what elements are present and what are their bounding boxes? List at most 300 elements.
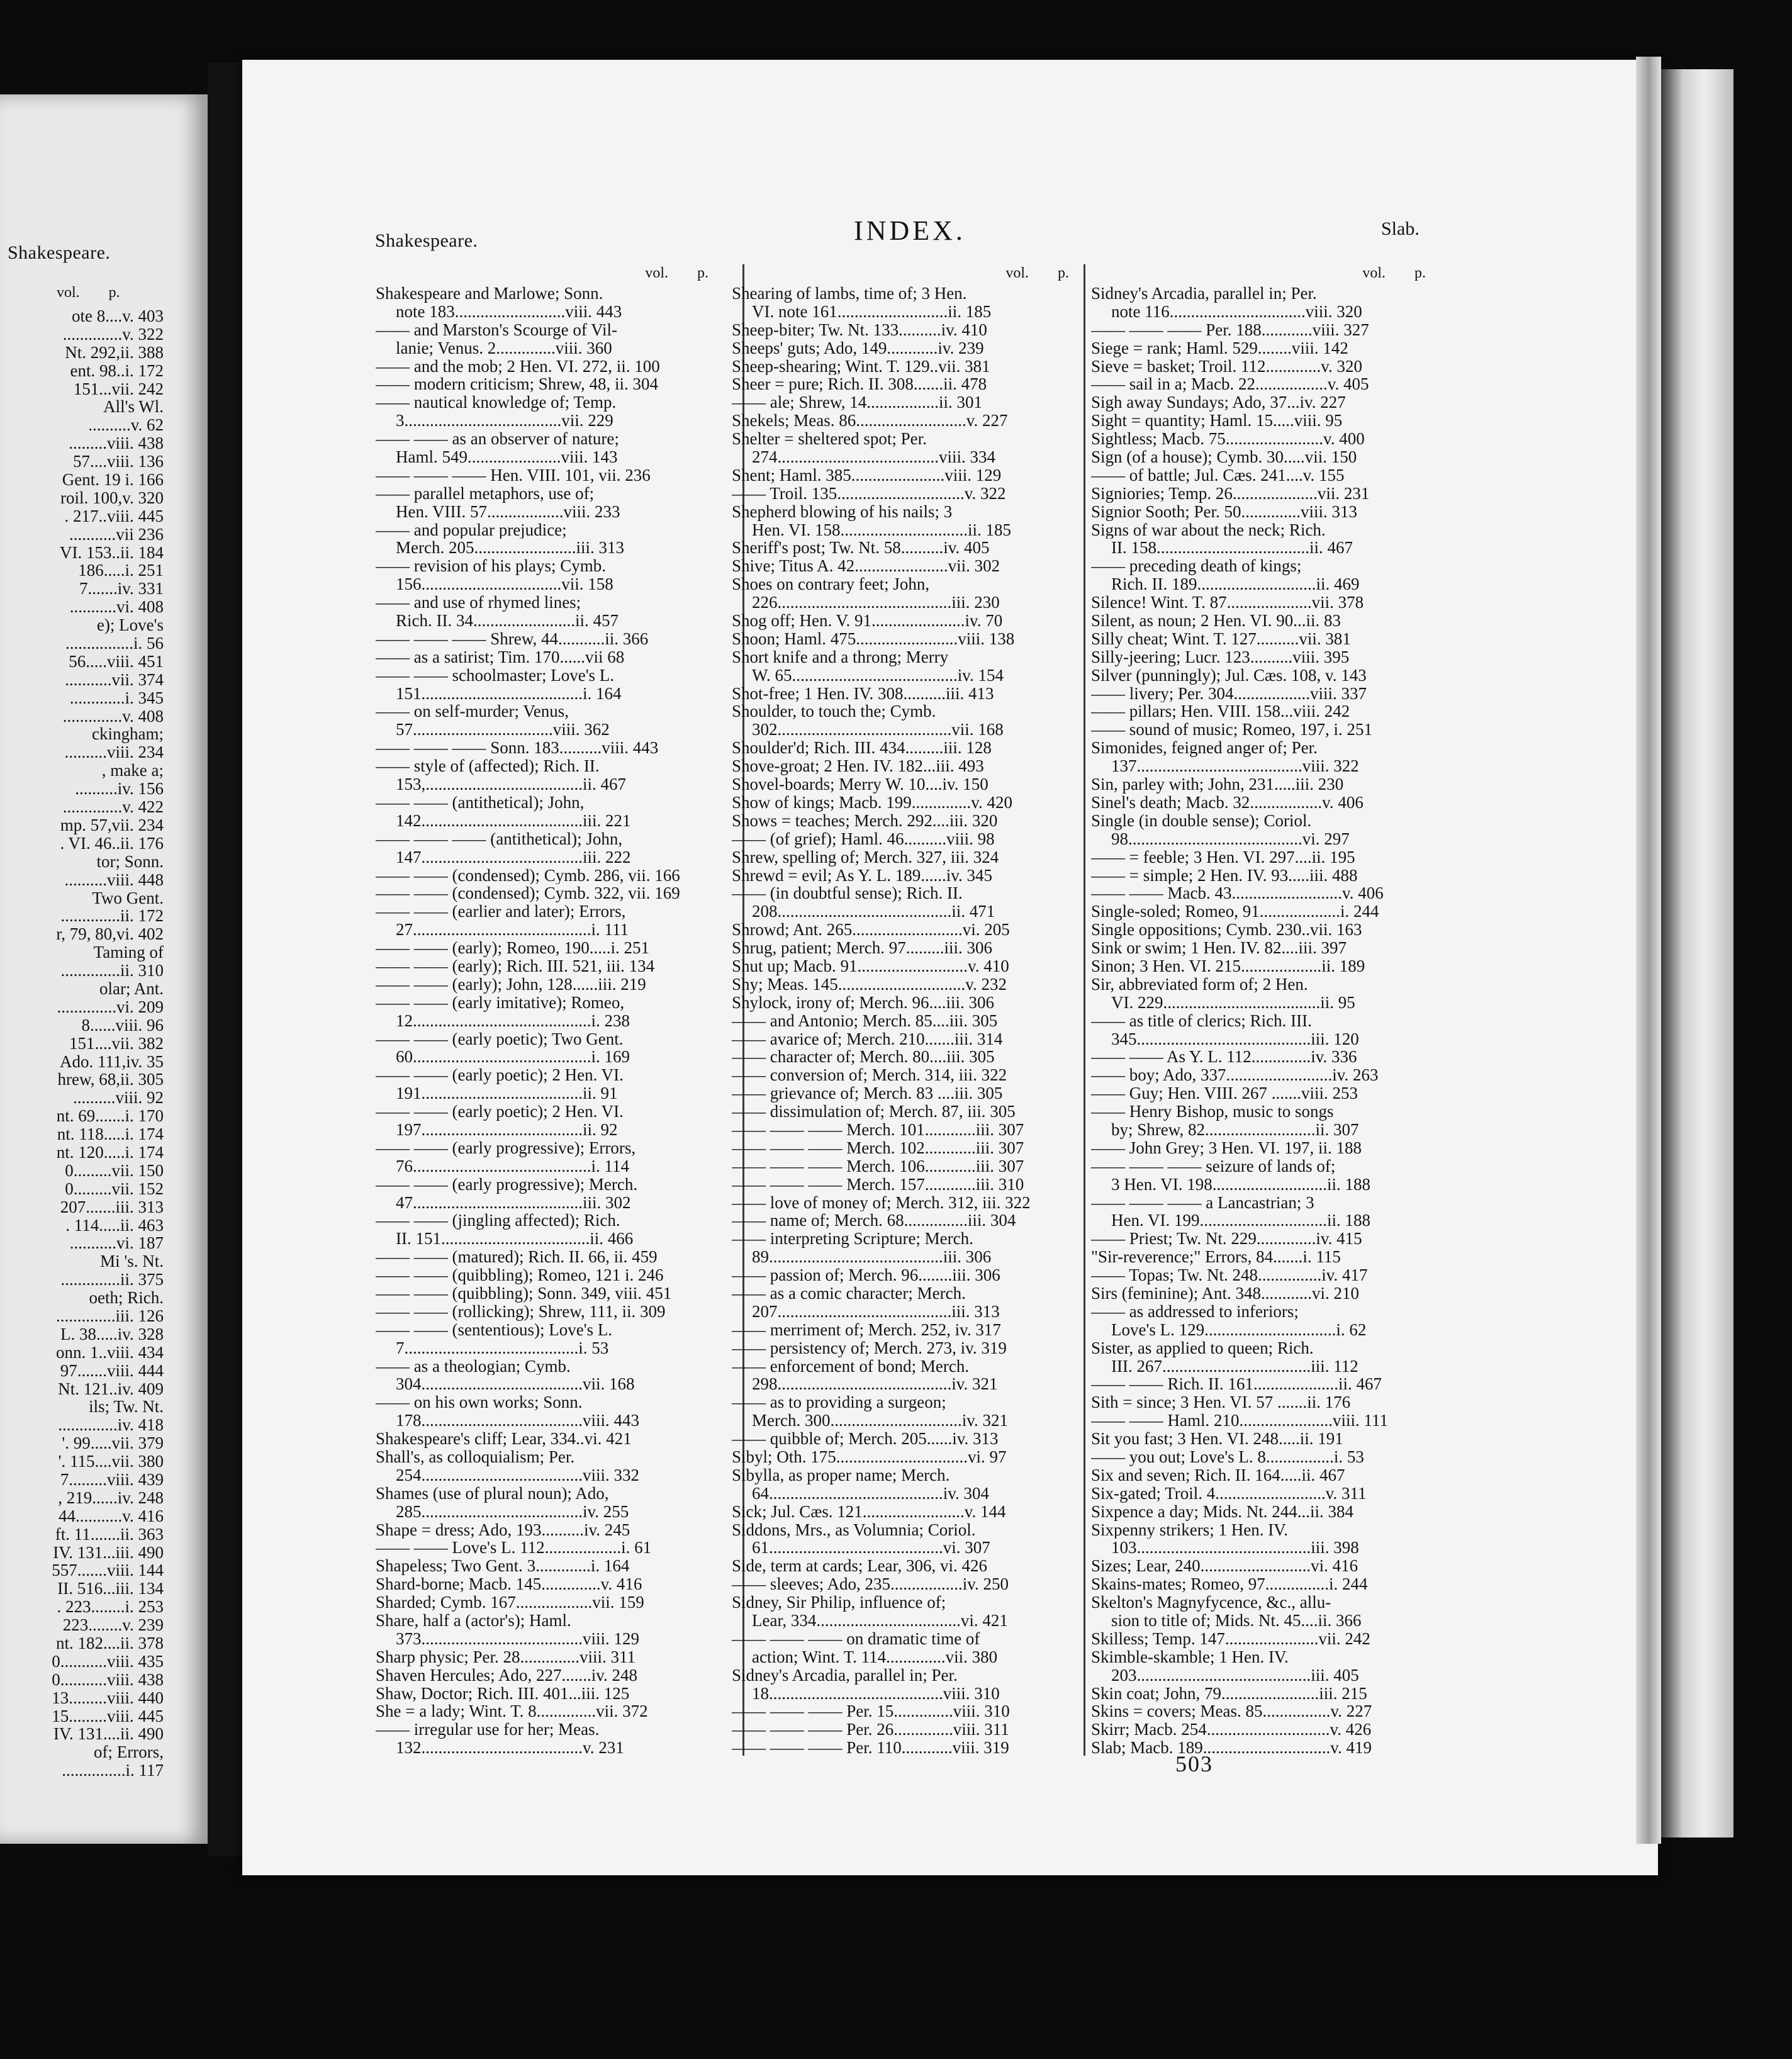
index-entry-line: II. 158....................................ii. 467: [1111, 539, 1353, 558]
index-entry-line: Share, half a (actor's); Haml.: [376, 1612, 571, 1630]
facing-page-entry-line: '. 99.....vii. 379: [62, 1434, 164, 1453]
index-entry-line: Merch. 300...............................iv. 321: [752, 1411, 1008, 1430]
index-entry-line: —— —— —— Merch. 106............iii. 307: [732, 1157, 1024, 1175]
facing-page-entry-line: 13.........viii. 440: [52, 1688, 164, 1707]
index-entry-line: —— —— —— Merch. 101............iii. 307: [732, 1120, 1024, 1139]
index-entry-line: —— Topas; Tw. Nt. 248...............iv. 417: [1091, 1266, 1368, 1284]
index-entry-line: —— conversion of; Merch. 314, iii. 322: [732, 1066, 1007, 1085]
index-entry-line: Silver (punningly); Jul. Cæs. 108, v. 143: [1091, 666, 1367, 685]
facing-page-entry-line: hrew, 68,ii. 305: [57, 1070, 164, 1089]
index-entry-line: 18.........................................viii. 310: [752, 1684, 1000, 1703]
facing-page-entry-line: 7.......iv. 331: [79, 580, 164, 598]
index-entry-line: Skelton's Magnyfycence, &c., allu-: [1091, 1593, 1331, 1612]
index-entry-line: Shaven Hercules; Ado, 227.......iv. 248: [376, 1666, 637, 1685]
facing-page-entry-line: nt. 120.....i. 174: [56, 1143, 164, 1162]
facing-page-entry-line: ..............ii. 172: [60, 907, 164, 926]
index-entry-line: Hen. VI. 199..............................ii. 188: [1111, 1211, 1370, 1230]
index-entry-line: Sheep-biter; Tw. Nt. 133..........iv. 410: [732, 320, 987, 339]
index-entry-line: —— and use of rhymed lines;: [376, 593, 581, 612]
index-entry-line: Shoulder, to touch the; Cymb.: [732, 702, 936, 721]
index-entry-line: —— as to providing a surgeon;: [732, 1393, 946, 1412]
index-entry-line: Shive; Titus A. 42......................vii. 302: [732, 557, 1000, 576]
index-entry-line: —— name of; Merch. 68...............iii. 304: [732, 1211, 1016, 1230]
facing-page-entry-line: nt. 182....ii. 378: [55, 1634, 164, 1652]
facing-page-entry-line: 15.........viii. 445: [52, 1707, 164, 1725]
index-entry-line: —— style of (affected); Rich. II.: [376, 757, 600, 776]
index-entry-line: Sidney's Arcadia, parallel in; Per.: [1091, 284, 1317, 303]
facing-page-entry-line: Nt. 292,ii. 388: [65, 343, 164, 362]
index-entry-line: Shape = dress; Ado, 193..........iv. 245: [376, 1520, 630, 1539]
page-number: 503: [1175, 1751, 1213, 1776]
index-entry-line: —— character of; Merch. 80....iii. 305: [732, 1048, 995, 1067]
index-entry-line: Sightless; Macb. 75.......................v. 400: [1091, 430, 1365, 449]
index-entry-line: —— Henry Bishop, music to songs: [1091, 1102, 1334, 1121]
facing-page-entry-line: 151....vii. 382: [69, 1034, 164, 1053]
index-entry-line: —— as a comic character; Merch.: [732, 1284, 966, 1303]
column-head: vol. p.: [1362, 265, 1426, 281]
facing-page-entry-line: ent. 98..i. 172: [70, 361, 164, 380]
index-entry-line: —— —— (early poetic); Two Gent.: [376, 1030, 624, 1048]
index-entry-line: 137.......................................viii. 322: [1111, 757, 1359, 776]
page-edge: [1636, 57, 1661, 1844]
index-entry-line: W. 65.......................................iv. 154: [752, 666, 1004, 685]
index-entry-line: —— —— —— Merch. 102............iii. 307: [732, 1138, 1024, 1157]
index-entry-line: —— love of money of; Merch. 312, iii. 322: [732, 1193, 1031, 1212]
index-entry-line: 3 Hen. VI. 198...........................ii. 188: [1111, 1175, 1370, 1194]
facing-page-entry-line: , make a;: [101, 761, 164, 780]
index-entry-line: Hen. VIII. 57..................viii. 233: [396, 502, 620, 521]
index-entry-line: Shy; Meas. 145..............................v. 232: [732, 975, 1007, 994]
running-head-title: INDEX.: [854, 215, 966, 246]
index-entry-line: —— passion of; Merch. 96........iii. 306: [732, 1266, 1000, 1284]
index-entry-line: Sit you fast; 3 Hen. VI. 248.....ii. 191: [1091, 1430, 1343, 1448]
index-entry-line: Sinel's death; Macb. 32.................v. 406: [1091, 793, 1364, 812]
index-entry-line: Shoulder'd; Rich. III. 434.........iii. 128: [732, 739, 992, 758]
index-entry-line: Skains-mates; Romeo, 97...............i. 244: [1091, 1575, 1368, 1594]
index-entry-line: —— —— (jingling affected); Rich.: [376, 1211, 620, 1230]
facing-page-entry-line: ..........viii. 92: [72, 1089, 164, 1108]
index-entry-line: Skirr; Macb. 254.............................v. 426: [1091, 1720, 1372, 1739]
index-entry-line: —— —— (early imitative); Romeo,: [376, 993, 625, 1012]
index-entry-line: —— —— (rollicking); Shrew, 111, ii. 309: [376, 1302, 666, 1321]
index-entry-line: Love's L. 129...............................i. 62: [1111, 1320, 1367, 1339]
index-entry-line: —— (of grief); Haml. 46..........viii. 98: [732, 829, 995, 848]
index-entry-line: Sign (of a house); Cymb. 30.....vii. 150: [1091, 448, 1357, 466]
index-entry-line: Siege = rank; Haml. 529........viii. 142: [1091, 339, 1348, 357]
index-entry-line: Sick; Jul. Cæs. 121........................v. 144: [732, 1502, 1006, 1521]
index-entry-line: Sidney's Arcadia, parallel in; Per.: [732, 1666, 958, 1685]
index-entry-line: Shepherd blowing of his nails; 3: [732, 502, 953, 521]
index-entry-line: —— livery; Per. 304..................viii. 337: [1091, 684, 1367, 703]
index-entry-line: —— and Marston's Scourge of Vil-: [376, 320, 617, 339]
index-entry-line: 142......................................iii. 221: [396, 811, 631, 830]
index-entry-line: 60..........................................i. 169: [396, 1048, 630, 1067]
index-entry-line: VI. note 161..........................ii. 185: [752, 302, 992, 321]
index-entry-line: 76..........................................i. 114: [396, 1157, 629, 1175]
facing-page-entry-line: . 217..viii. 445: [64, 507, 164, 525]
index-entry-line: —— avarice of; Merch. 210.......iii. 314: [732, 1030, 1003, 1048]
facing-page-entry-line: ckingham;: [92, 725, 164, 744]
index-entry-line: Shakespeare's cliff; Lear, 334..vi. 421: [376, 1430, 632, 1448]
index-entry-line: Haml. 549......................viii. 143: [396, 448, 618, 466]
index-entry-line: —— —— (matured); Rich. II. 66, ii. 459: [376, 1248, 658, 1267]
index-entry-line: —— = feeble; 3 Hen. VI. 297....ii. 195: [1091, 848, 1355, 867]
index-entry-line: 197......................................ii. 92: [396, 1120, 618, 1139]
index-entry-line: —— —— as an observer of nature;: [376, 430, 619, 449]
index-entry-line: —— enforcement of bond; Merch.: [732, 1357, 970, 1376]
index-entry-line: Siddons, Mrs., as Volumnia; Coriol.: [732, 1520, 976, 1539]
facing-page-entry-line: roil. 100,v. 320: [60, 488, 164, 507]
index-entry-line: —— —— Love's L. 112..................i. 61: [376, 1539, 652, 1557]
index-entry-line: Sheriff's post; Tw. Nt. 58..........iv. 405: [732, 539, 990, 558]
index-entry-line: Shrewd = evil; As Y. L. 189......iv. 345: [732, 866, 992, 885]
facing-page-entry-line: IV. 131...iii. 490: [53, 1543, 164, 1562]
index-entry-line: VI. 229.....................................ii. 95: [1111, 993, 1355, 1012]
index-entry-line: —— —— —— Per. 15..............viii. 310: [732, 1702, 1010, 1721]
index-entry-line: Shovel-boards; Merry W. 10....iv. 150: [732, 775, 988, 794]
index-entry-line: 12..........................................i. 238: [396, 1011, 630, 1030]
facing-page-entry-line: ...........vii. 374: [65, 670, 164, 689]
index-entry-line: —— —— —— a Lancastrian; 3: [1091, 1193, 1314, 1212]
index-entry-line: Sheep-shearing; Wint. T. 129..vii. 381: [732, 357, 990, 376]
index-entry-line: —— dissimulation of; Merch. 87, iii. 305: [732, 1102, 1016, 1121]
facing-page-entry-line: Nt. 121..iv. 409: [58, 1379, 164, 1398]
index-entry-line: 61.........................................vi. 307: [752, 1539, 990, 1557]
index-entry-line: —— —— Haml. 210......................viii. 111: [1091, 1411, 1388, 1430]
index-entry-line: —— grievance of; Merch. 83 ....iii. 305: [732, 1084, 1003, 1103]
index-entry-line: Shall's, as colloquialism; Per.: [376, 1448, 575, 1466]
index-entry-line: Sight = quantity; Haml. 15.....viii. 95: [1091, 412, 1343, 430]
facing-page: [0, 94, 208, 1844]
facing-page-entry-line: olar; Ant.: [99, 979, 164, 998]
facing-page-entry-line: ..............vi. 209: [57, 997, 164, 1016]
index-entry-line: Shekels; Meas. 86..........................v. 227: [732, 412, 1008, 430]
index-entry-line: Sheeps' guts; Ado, 149............iv. 239: [732, 339, 984, 357]
index-entry-line: Sister, as applied to queen; Rich.: [1091, 1338, 1314, 1357]
index-entry-line: —— Troil. 135..............................v. 322: [732, 484, 1006, 503]
facing-page-entry-line: ..........viii. 448: [64, 870, 164, 889]
index-entry-line: —— —— schoolmaster; Love's L.: [376, 666, 615, 685]
facing-page-entries: [0, 307, 164, 1780]
index-column-3: [1091, 264, 1430, 1757]
index-entry-line: —— —— (earlier and later); Errors,: [376, 902, 626, 921]
facing-page-entry-line: .............i. 345: [69, 688, 164, 707]
facing-page-entry-line: II. 516...iii. 134: [57, 1579, 164, 1598]
index-entry-line: 3.....................................vii. 229: [396, 412, 613, 430]
index-entry-line: Hen. VI. 158..............................ii. 185: [752, 520, 1011, 539]
index-entry-line: Sieve = basket; Troil. 112.............v. 320: [1091, 357, 1362, 376]
facing-page-entry-line: ...............i. 117: [62, 1761, 164, 1780]
index-entry-line: —— as addressed to inferiors;: [1091, 1302, 1299, 1321]
index-entry-line: Shoes on contrary feet; John,: [732, 575, 930, 594]
facing-page-entry-line: ..........iv. 156: [75, 780, 164, 799]
book-fore-edge: [1661, 69, 1733, 1837]
index-entry-line: Shrowd; Ant. 265..........................vi. 205: [732, 921, 1010, 940]
facing-page-entry-line: . 114.....ii. 463: [65, 1216, 164, 1235]
facing-page-running-head: Shakespeare.: [8, 242, 111, 263]
facing-page-entry-line: e); Love's: [96, 616, 164, 635]
index-entry-line: —— preceding death of kings;: [1091, 557, 1302, 576]
index-entry-line: 57.................................viii. 362: [396, 721, 610, 739]
index-entry-line: —— sleeves; Ado, 235.................iv. 250: [732, 1575, 1009, 1594]
index-entry-line: 345.........................................iii. 120: [1111, 1030, 1359, 1048]
index-entry-line: —— of battle; Jul. Cæs. 241....v. 155: [1091, 466, 1345, 485]
index-entry-line: —— and the mob; 2 Hen. VI. 272, ii. 100: [376, 357, 660, 376]
index-entry-line: Lear, 334..................................vi. 421: [752, 1612, 1008, 1630]
facing-page-entry-line: of; Errors,: [94, 1743, 164, 1762]
facing-page-entry-line: 223........v. 239: [62, 1616, 164, 1635]
index-entry-line: Rich. II. 189............................ii. 469: [1111, 575, 1360, 594]
facing-page-entry-line: ...........vii 236: [69, 525, 164, 544]
index-entry-line: 27..........................................i. 111: [396, 921, 629, 940]
facing-page-entry-line: ote 8....v. 403: [72, 307, 164, 325]
index-entry-line: Single-soled; Romeo, 91...................i. 244: [1091, 902, 1379, 921]
index-entry-line: 98.........................................vi. 297: [1111, 829, 1350, 848]
index-entry-line: note 183..........................viii. 443: [396, 302, 622, 321]
facing-page-entry-line: nt. 69.......i. 170: [56, 1107, 164, 1126]
index-entry-line: Shoon; Haml. 475........................viii. 138: [732, 629, 1015, 648]
index-entry-line: action; Wint. T. 114..............vii. 380: [752, 1647, 998, 1666]
index-entry-line: —— —— (sententious); Love's L.: [376, 1320, 613, 1339]
index-entry-line: 274......................................viii. 334: [752, 448, 996, 466]
facing-page-entry-line: onn. 1..viii. 434: [55, 1343, 164, 1362]
facing-page-entry-line: L. 38.....iv. 328: [60, 1325, 164, 1344]
index-entry-line: —— —— —— Merch. 157............iii. 310: [732, 1175, 1024, 1194]
index-entry-line: 254......................................viii. 332: [396, 1466, 640, 1484]
index-entry-line: —— quibble of; Merch. 205......iv. 313: [732, 1430, 999, 1448]
index-entry-line: Silent, as noun; 2 Hen. VI. 90...ii. 83: [1091, 612, 1341, 630]
running-head-first-word: Shakespeare.: [375, 230, 478, 251]
index-entry-line: Shove-groat; 2 Hen. IV. 182...iii. 493: [732, 757, 984, 776]
index-entry-line: —— —— (quibbling); Romeo, 121 i. 246: [376, 1266, 664, 1284]
index-entry-line: 203.........................................iii. 405: [1111, 1666, 1359, 1685]
facing-page-entry-line: 0...........viii. 438: [52, 1670, 164, 1689]
facing-page-entry-line: Mi 's. Nt.: [100, 1252, 164, 1271]
facing-page-entry-line: ..............ii. 310: [60, 962, 164, 980]
index-entry-line: Shot-free; 1 Hen. IV. 308..........iii. 413: [732, 684, 994, 703]
index-entry-line: —— and popular prejudice;: [376, 520, 567, 539]
column-head: vol. p.: [645, 265, 708, 281]
facing-page-entry-line: 0.........vii. 150: [65, 1161, 164, 1180]
index-entry-line: —— pillars; Hen. VIII. 158...viii. 242: [1091, 702, 1350, 721]
index-entry-line: —— boy; Ado, 337.........................iv. 263: [1091, 1066, 1379, 1085]
index-entry-line: —— sound of music; Romeo, 197, i. 251: [1091, 721, 1372, 739]
facing-page-entry-line: mp. 57,vii. 234: [60, 816, 164, 834]
index-entry-line: Sixpence a day; Mids. Nt. 244...ii. 384: [1091, 1502, 1353, 1521]
index-entry-line: —— revision of his plays; Cymb.: [376, 557, 606, 576]
facing-page-entry-line: nt. 118.....i. 174: [57, 1125, 164, 1143]
index-entry-line: —— —— (early); John, 128......iii. 219: [376, 975, 646, 994]
index-entry-line: —— Guy; Hen. VIII. 267 .......viii. 253: [1091, 1084, 1358, 1103]
index-entry-line: by; Shrew, 82..........................ii. 307: [1111, 1120, 1359, 1139]
index-entry-line: Shrew, spelling of; Merch. 327, iii. 324: [732, 848, 999, 867]
index-entry-line: 304......................................vii. 168: [396, 1375, 635, 1394]
index-entry-line: 7.........................................i. 53: [396, 1338, 609, 1357]
index-entry-line: III. 267...................................iii. 112: [1111, 1357, 1358, 1376]
index-entry-line: —— —— (early poetic); 2 Hen. VI.: [376, 1066, 624, 1085]
index-entry-line: —— you out; Love's L. 8................i. 53: [1091, 1448, 1364, 1466]
index-entry-line: Sirs (feminine); Ant. 348............vi. 210: [1091, 1284, 1359, 1303]
facing-page-entry-line: 7.........viii. 439: [60, 1471, 164, 1489]
facing-page-entry-line: ..............iii. 126: [55, 1306, 164, 1325]
index-entry-line: Sibylla, as proper name; Merch.: [732, 1466, 950, 1484]
index-entry-line: —— and Antonio; Merch. 85....iii. 305: [732, 1011, 998, 1030]
facing-page-entry-line: oeth; Rich.: [89, 1289, 164, 1307]
index-entry-line: Shylock, irony of; Merch. 96....iii. 306: [732, 993, 994, 1012]
facing-page-entry-line: Gent. 19 i. 166: [62, 471, 164, 489]
facing-page-entry-line: r, 79, 80,vi. 402: [56, 925, 164, 944]
facing-page-entry-line: ..............iv. 418: [58, 1416, 164, 1435]
facing-page-entry-line: Ado. 111,iv. 35: [60, 1052, 164, 1071]
index-entry-line: 178......................................viii. 443: [396, 1411, 640, 1430]
index-entry-line: —— —— —— (antithetical); John,: [376, 829, 623, 848]
index-entry-line: —— as a satirist; Tim. 170......vii 68: [376, 648, 625, 666]
facing-page-entry-line: 57....viii. 136: [72, 452, 164, 471]
facing-page-entry-line: 97.......viii. 444: [60, 1361, 164, 1380]
index-entry-line: 207.........................................iii. 313: [752, 1302, 1000, 1321]
index-entry-line: 373......................................viii. 129: [396, 1629, 640, 1648]
facing-page-entry-line: 0...........viii. 435: [52, 1652, 164, 1671]
index-entry-line: —— nautical knowledge of; Temp.: [376, 393, 617, 412]
index-entry-line: —— —— —— Per. 26..............viii. 311: [732, 1720, 1009, 1739]
index-entry-line: Sizes; Lear, 240..........................vi. 416: [1091, 1557, 1358, 1576]
facing-page-entry-line: ..............v. 322: [62, 325, 164, 344]
index-entry-line: Silence! Wint. T. 87....................vii. 378: [1091, 593, 1364, 612]
index-entry-line: —— on self-murder; Venus,: [376, 702, 569, 721]
index-entry-line: —— —— —— Shrew, 44...........ii. 366: [376, 629, 649, 648]
facing-page-entry-line: '. 115....vii. 380: [58, 1452, 164, 1471]
index-entry-line: Rich. II. 34........................ii. 457: [396, 612, 619, 630]
index-entry-line: Shaw, Doctor; Rich. III. 401...iii. 125: [376, 1684, 630, 1703]
index-entry-line: —— —— Rich. II. 161....................ii. 467: [1091, 1375, 1382, 1394]
index-entry-line: 285......................................iv. 255: [396, 1502, 629, 1521]
index-entry-line: Sheer = pure; Rich. II. 308.......ii. 478: [732, 375, 987, 394]
index-entry-line: 132......................................v. 231: [396, 1739, 624, 1758]
facing-page-entry-line: ..........v. 62: [88, 416, 164, 435]
facing-page-entry-line: ..............ii. 375: [60, 1271, 164, 1289]
index-entry-line: —— —— (early poetic); 2 Hen. VI.: [376, 1102, 624, 1121]
facing-page-entry-line: 0.........vii. 152: [65, 1179, 164, 1198]
facing-page-entry-line: Taming of: [93, 943, 164, 962]
index-entry-line: lanie; Venus. 2..............viii. 360: [396, 339, 612, 357]
index-entry-line: —— merriment of; Merch. 252, iv. 317: [732, 1320, 1001, 1339]
facing-page-entry-line: VI. 153..ii. 184: [60, 543, 164, 562]
index-entry-line: Skin coat; John, 79.......................iii. 215: [1091, 1684, 1367, 1703]
index-entry-line: Signiories; Temp. 26....................vii. 231: [1091, 484, 1370, 503]
index-entry-line: Short knife and a throng; Merry: [732, 648, 949, 666]
facing-page-column-head: vol. p.: [57, 284, 120, 301]
facing-page-entry-line: ft. 11.......ii. 363: [55, 1525, 164, 1544]
index-entry-line: Show of kings; Macb. 199..............v. 420: [732, 793, 1012, 812]
index-entry-line: Shent; Haml. 385......................viii. 129: [732, 466, 1002, 485]
index-entry-line: —— —— —— Per. 110............viii. 319: [732, 1739, 1009, 1758]
facing-page-entry-line: 8......viii. 96: [81, 1016, 164, 1035]
facing-page-entry-line: IV. 131....ii. 490: [53, 1725, 164, 1744]
index-entry-line: Sixpenny strikers; 1 Hen. IV.: [1091, 1520, 1288, 1539]
index-entry-line: —— —— (condensed); Cymb. 322, vii. 169: [376, 884, 680, 903]
index-entry-line: 156.................................vii. 158: [396, 575, 613, 594]
facing-page-entry-line: 44...........v. 416: [59, 1506, 164, 1525]
index-entry-line: Shearing of lambs, time of; 3 Hen.: [732, 284, 967, 303]
index-entry-line: Six-gated; Troil. 4..........................v. 311: [1091, 1484, 1367, 1503]
index-entry-line: Signior Sooth; Per. 50..............viii. 313: [1091, 502, 1358, 521]
index-entry-line: —— (in doubtful sense); Rich. II.: [732, 884, 963, 903]
index-entry-line: —— as title of clerics; Rich. III.: [1091, 1011, 1312, 1030]
index-entry-line: 151......................................i. 164: [396, 684, 622, 703]
running-head-last-word: Slab.: [1381, 218, 1420, 239]
index-entry-line: Merch. 205........................iii. 313: [396, 539, 624, 558]
index-entry-line: II. 151...................................ii. 466: [396, 1230, 634, 1248]
facing-page-entry-line: 557.......viii. 144: [52, 1561, 164, 1580]
facing-page-entry-line: 56.....viii. 451: [69, 652, 164, 671]
index-entry-line: sion to title of; Mids. Nt. 45....ii. 366: [1111, 1612, 1362, 1630]
index-entry-line: —— —— (quibbling); Sonn. 349, viii. 451: [376, 1284, 672, 1303]
index-entry-line: Sinon; 3 Hen. VI. 215...................ii. 189: [1091, 957, 1365, 975]
facing-page-entry-line: 207.......iii. 313: [60, 1198, 164, 1216]
index-entry-line: 147......................................iii. 222: [396, 848, 631, 867]
index-entry-line: Sidney, Sir Philip, influence of;: [732, 1593, 946, 1612]
index-entry-line: —— parallel metaphors, use of;: [376, 484, 595, 503]
facing-page-entry-line: ..............v. 422: [62, 798, 164, 816]
index-entry-line: —— modern criticism; Shrew, 48, ii. 304: [376, 375, 658, 394]
facing-page-entry-line: . VI. 46..ii. 176: [60, 834, 164, 853]
index-entry-line: —— irregular use for her; Meas.: [376, 1720, 600, 1739]
index-entry-line: —— sail in a; Macb. 22.................v. 405: [1091, 375, 1369, 394]
index-entry-line: —— ale; Shrew, 14.................ii. 301: [732, 393, 982, 412]
facing-page-entry-line: .........viii. 438: [69, 434, 164, 453]
index-entry-line: Skilless; Temp. 147......................vii. 242: [1091, 1629, 1370, 1648]
index-entry-line: —— —— —— Sonn. 183..........viii. 443: [376, 739, 659, 758]
facing-page-entry-line: All's Wl.: [103, 398, 164, 417]
facing-page-entry-line: ..........viii. 234: [64, 743, 164, 762]
index-entry-line: Shrug, patient; Merch. 97.........iii. 306: [732, 939, 992, 957]
index-entry-line: Sir, abbreviated form of; 2 Hen.: [1091, 975, 1308, 994]
index-entry-line: Skins = covers; Meas. 85................v. 227: [1091, 1702, 1372, 1721]
index-column-1: [376, 264, 712, 1757]
index-entry-line: 191......................................ii. 91: [396, 1084, 618, 1103]
index-entry-line: note 116................................viii. 320: [1111, 302, 1362, 321]
index-entry-line: 302.........................................vii. 168: [752, 721, 1004, 739]
index-entry-line: Sin, parley with; John, 231.....iii. 230: [1091, 775, 1344, 794]
facing-page-entry-line: Two Gent.: [92, 889, 164, 907]
index-entry-line: Sigh away Sundays; Ado, 37...iv. 227: [1091, 393, 1346, 412]
facing-page-entry-line: , 219......iv. 248: [58, 1488, 164, 1507]
facing-page-entry-line: tor; Sonn.: [96, 852, 164, 871]
index-entry-line: She = a lady; Wint. T. 8..............vii. 372: [376, 1702, 648, 1721]
index-entry-line: Simonides, feigned anger of; Per.: [1091, 739, 1318, 758]
index-entry-line: —— Priest; Tw. Nt. 229..............iv. 415: [1091, 1230, 1362, 1248]
index-entry-line: 208.........................................ii. 471: [752, 902, 995, 921]
index-entry-line: 89.........................................iii. 306: [752, 1248, 992, 1267]
index-entry-line: Silly cheat; Wint. T. 127..........vii. 381: [1091, 629, 1351, 648]
index-entry-line: —— —— Macb. 43..........................v. 406: [1091, 884, 1384, 903]
index-entry-line: —— on his own works; Sonn.: [376, 1393, 583, 1412]
index-entry-line: Sith = since; 3 Hen. VI. 57 .......ii. 176: [1091, 1393, 1351, 1412]
index-entry-line: —— —— —— seizure of lands of;: [1091, 1157, 1336, 1175]
index-entry-line: —— = simple; 2 Hen. IV. 93.....iii. 488: [1091, 866, 1358, 885]
index-column-2: [732, 264, 1073, 1757]
index-entry-line: Shelter = sheltered spot; Per.: [732, 430, 927, 449]
index-entry-line: Shard-borne; Macb. 145..............v. 416: [376, 1575, 642, 1594]
index-entry-line: Shut up; Macb. 91..........................v. 410: [732, 957, 1009, 975]
index-entry-line: Sibyl; Oth. 175...............................vi. 97: [732, 1448, 1007, 1466]
index-entry-line: 153,.....................................ii. 467: [396, 775, 627, 794]
index-entry-line: —— —— —— Per. 188............viii. 327: [1091, 320, 1369, 339]
facing-page-entry-line: . 223........i. 253: [57, 1598, 164, 1617]
index-entry-line: —— —— (early progressive); Errors,: [376, 1138, 636, 1157]
facing-page-entry-line: 186.....i. 251: [78, 561, 164, 580]
index-entry-line: 298.........................................iv. 321: [752, 1375, 998, 1394]
